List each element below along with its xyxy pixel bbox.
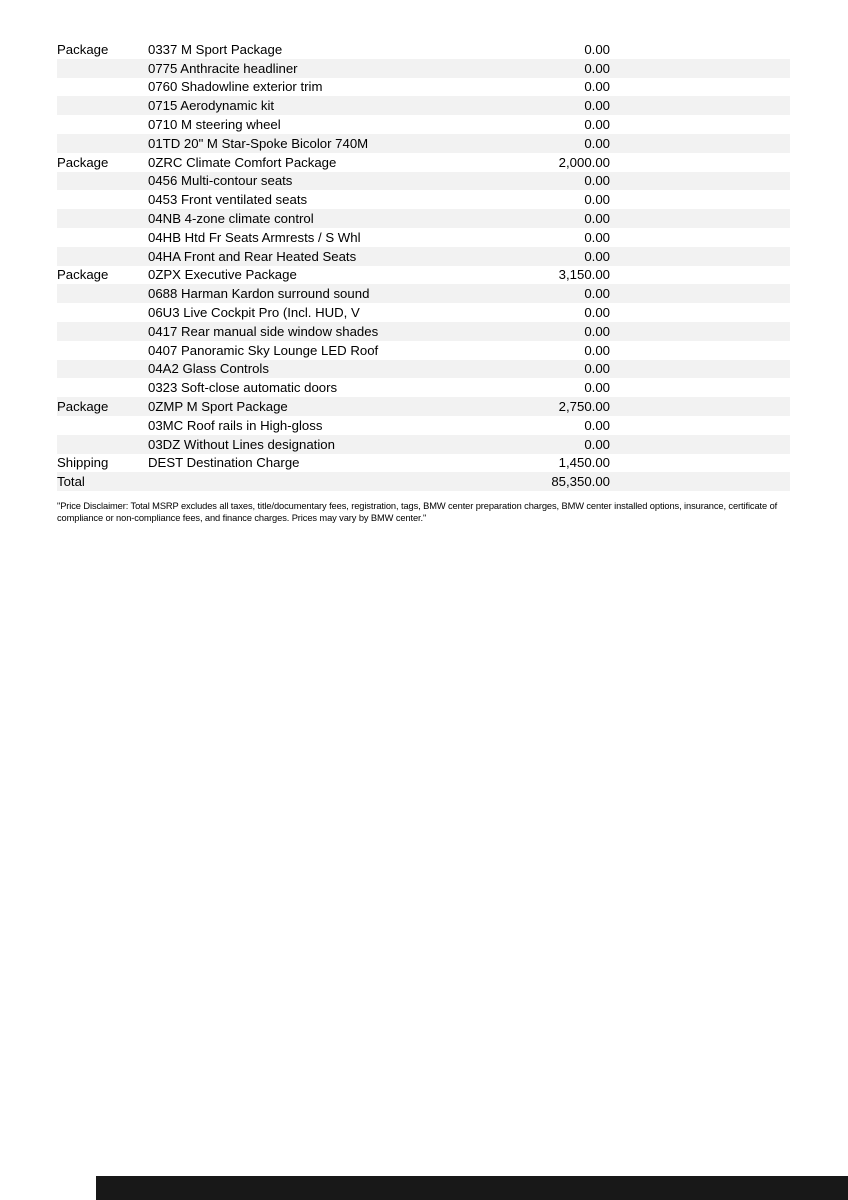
cell-category <box>57 360 148 379</box>
cell-spacer <box>610 115 790 134</box>
page-bottom-bar <box>96 1176 848 1200</box>
table-row <box>57 59 790 78</box>
cell-description: 0417 Rear manual side window shades <box>148 323 379 339</box>
cell-price: 0.00 <box>584 229 610 245</box>
cell-spacer <box>610 303 790 322</box>
cell-category <box>57 341 148 360</box>
table-row <box>57 228 790 247</box>
cell-price: 0.00 <box>584 211 610 227</box>
cell-category: Shipping <box>57 455 109 471</box>
cell-spacer <box>610 190 790 209</box>
cell-description <box>148 472 430 491</box>
cell-spacer <box>610 360 790 379</box>
cell-description: 0456 Multi-contour seats <box>148 173 293 189</box>
table-row <box>57 40 790 59</box>
price-table-body <box>57 40 790 491</box>
cell-price: 0.00 <box>584 60 610 76</box>
cell-price: 0.00 <box>584 135 610 151</box>
cell-category <box>57 190 148 209</box>
cell-category: Package <box>57 267 109 283</box>
cell-description: 0ZPX Executive Package <box>148 267 297 283</box>
cell-spacer <box>610 172 790 191</box>
cell-spacer <box>610 59 790 78</box>
cell-price: 0.00 <box>584 248 610 264</box>
cell-spacer <box>610 454 790 473</box>
cell-description: 01TD 20" M Star-Spoke Bicolor 740M <box>148 135 369 151</box>
cell-category <box>57 303 148 322</box>
cell-category <box>57 378 148 397</box>
cell-spacer <box>610 153 790 172</box>
table-row <box>57 472 790 491</box>
cell-spacer <box>610 78 790 97</box>
table-row <box>57 435 790 454</box>
table-row <box>57 266 790 285</box>
cell-price: 0.00 <box>584 79 610 95</box>
cell-description: 0688 Harman Kardon surround sound <box>148 286 370 302</box>
cell-description: 03DZ Without Lines designation <box>148 436 335 452</box>
cell-spacer <box>610 266 790 285</box>
cell-category: Package <box>57 41 109 57</box>
cell-description: 04A2 Glass Controls <box>148 361 269 377</box>
table-row <box>57 172 790 191</box>
table-row <box>57 247 790 266</box>
cell-category <box>57 284 148 303</box>
cell-description: 0ZRC Climate Comfort Package <box>148 154 337 170</box>
table-row <box>57 284 790 303</box>
cell-price: 0.00 <box>584 342 610 358</box>
cell-description: 06U3 Live Cockpit Pro (Incl. HUD, V <box>148 305 360 321</box>
cell-description: 0775 Anthracite headliner <box>148 60 298 76</box>
cell-description: 0ZMP M Sport Package <box>148 399 288 415</box>
cell-price: 85,350.00 <box>551 474 610 490</box>
cell-price: 0.00 <box>584 436 610 452</box>
cell-spacer <box>610 341 790 360</box>
cell-price: 2,750.00 <box>558 399 610 415</box>
cell-description: 0710 M steering wheel <box>148 117 281 133</box>
cell-price: 0.00 <box>584 41 610 57</box>
cell-price: 1,450.00 <box>558 455 610 471</box>
cell-spacer <box>610 247 790 266</box>
cell-description: 04HA Front and Rear Heated Seats <box>148 248 357 264</box>
cell-description: 0760 Shadowline exterior trim <box>148 79 323 95</box>
cell-spacer <box>610 416 790 435</box>
cell-description: 04NB 4-zone climate control <box>148 211 314 227</box>
cell-category <box>57 115 148 134</box>
price-table <box>57 40 790 491</box>
table-row <box>57 303 790 322</box>
cell-description: 0407 Panoramic Sky Lounge LED Roof <box>148 342 379 358</box>
cell-category <box>57 96 148 115</box>
table-row <box>57 209 790 228</box>
table-row <box>57 134 790 153</box>
cell-spacer <box>610 40 790 59</box>
table-row <box>57 190 790 209</box>
cell-price: 0.00 <box>584 286 610 302</box>
cell-category <box>57 59 148 78</box>
cell-spacer <box>610 96 790 115</box>
cell-price: 0.00 <box>584 361 610 377</box>
table-row <box>57 360 790 379</box>
table-row <box>57 153 790 172</box>
price-disclaimer-text: "Price Disclaimer: Total MSRP excludes all taxes, title/documentary fees, registration, tags, BMW center preparation charges, BMW center installed options, insurance, certificate of compliance or non-compliance fees, and finance charges. Prices may vary by BMW center." <box>57 501 778 523</box>
cell-category: Package <box>57 399 109 415</box>
cell-price: 0.00 <box>584 173 610 189</box>
cell-spacer <box>610 435 790 454</box>
cell-category <box>57 247 148 266</box>
cell-spacer <box>610 228 790 247</box>
cell-price: 0.00 <box>584 192 610 208</box>
cell-category <box>57 209 148 228</box>
cell-price: 0.00 <box>584 117 610 133</box>
table-row <box>57 397 790 416</box>
cell-category <box>57 78 148 97</box>
table-row <box>57 96 790 115</box>
cell-category <box>57 228 148 247</box>
cell-spacer <box>610 209 790 228</box>
table-row <box>57 78 790 97</box>
cell-price: 0.00 <box>584 98 610 114</box>
table-row <box>57 378 790 397</box>
cell-description: 0453 Front ventilated seats <box>148 192 308 208</box>
cell-spacer <box>610 378 790 397</box>
cell-spacer <box>610 322 790 341</box>
cell-category <box>57 322 148 341</box>
table-row <box>57 416 790 435</box>
cell-spacer <box>610 472 790 491</box>
cell-category: Package <box>57 154 109 170</box>
cell-category <box>57 435 148 454</box>
cell-category <box>57 134 148 153</box>
table-row <box>57 115 790 134</box>
cell-price: 2,000.00 <box>558 154 610 170</box>
table-row <box>57 341 790 360</box>
cell-category: Total <box>57 474 85 490</box>
cell-description: 0337 M Sport Package <box>148 41 283 57</box>
table-row <box>57 454 790 473</box>
cell-category <box>57 172 148 191</box>
cell-price: 0.00 <box>584 323 610 339</box>
cell-description: 03MC Roof rails in High-gloss <box>148 417 323 433</box>
cell-price: 0.00 <box>584 417 610 433</box>
cell-description: 0323 Soft-close automatic doors <box>148 380 338 396</box>
cell-category <box>57 416 148 435</box>
cell-spacer <box>610 397 790 416</box>
cell-description: 04HB Htd Fr Seats Armrests / S Whl <box>148 229 361 245</box>
table-row <box>57 322 790 341</box>
cell-price: 0.00 <box>584 305 610 321</box>
cell-description: DEST Destination Charge <box>148 455 300 471</box>
cell-spacer <box>610 134 790 153</box>
cell-spacer <box>610 284 790 303</box>
cell-description: 0715 Aerodynamic kit <box>148 98 275 114</box>
cell-price: 0.00 <box>584 380 610 396</box>
cell-price: 3,150.00 <box>558 267 610 283</box>
